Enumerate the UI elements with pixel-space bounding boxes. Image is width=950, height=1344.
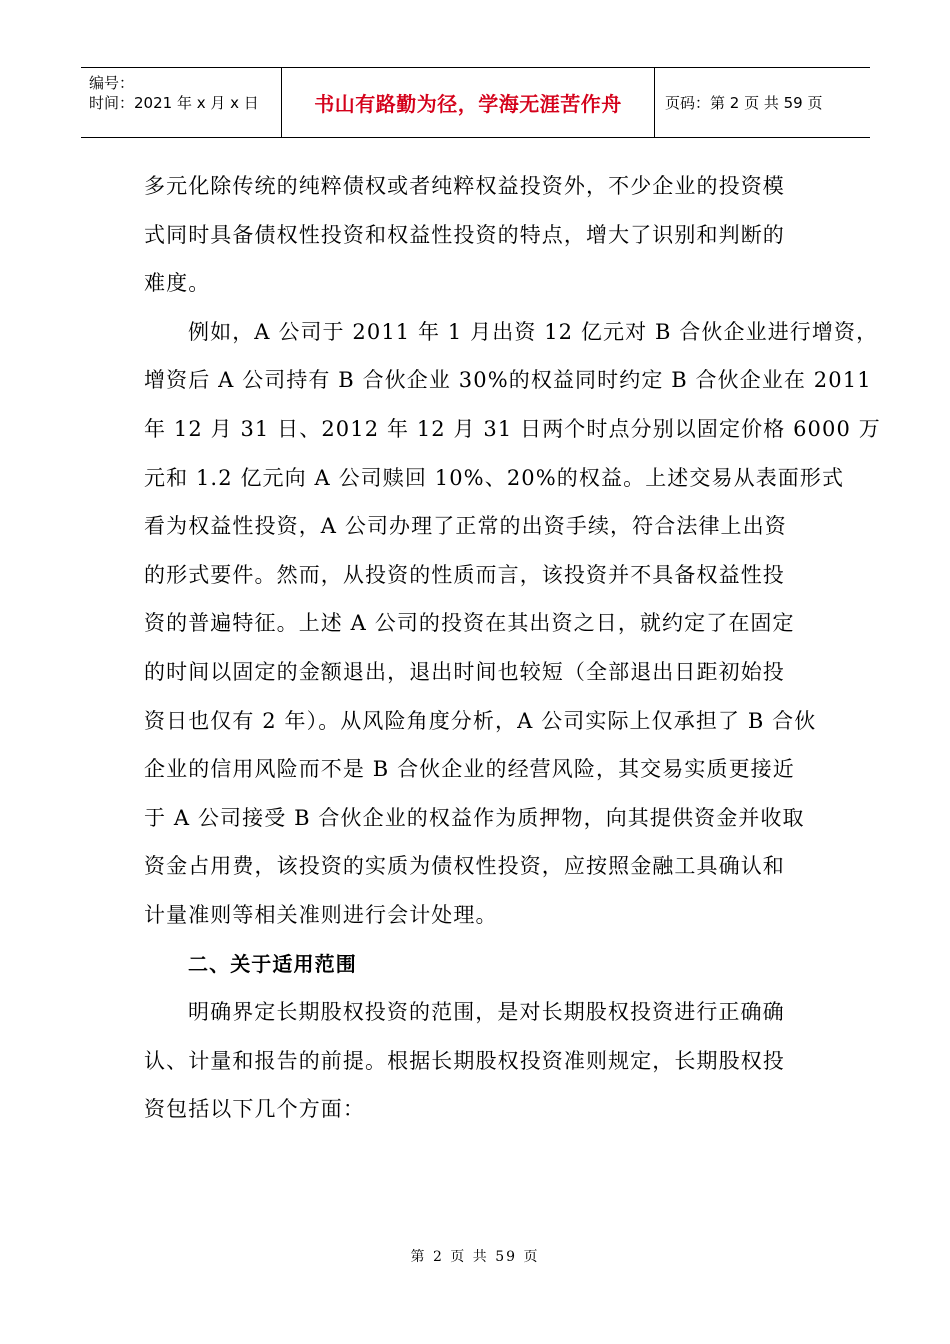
text-line: 多元化除传统的纯粹债权或者纯粹权益投资外，不少企业的投资模 bbox=[144, 174, 785, 198]
page-header bbox=[81, 67, 870, 138]
header-motto: 书山有路勤为径，学海无涯苦作舟 bbox=[314, 92, 622, 116]
document-time-label: 时间：2021 年 x 月 x 日 bbox=[89, 94, 259, 112]
text-line: 年 12 月 31 日、2012 年 12 月 31 日两个时点分别以固定价格 6000 万 bbox=[144, 416, 881, 441]
text-line: 元和 1.2 亿元向 A 公司赎回 10%、20%的权益。上述交易从表面形式 bbox=[144, 465, 845, 490]
text-line: 式同时具备债权性投资和权益性投资的特点，增大了识别和判断的 bbox=[144, 222, 785, 247]
text-line: 例如，A 公司于 2011 年 1 月出资 12 亿元对 B 合伙企业进行增资， bbox=[188, 319, 879, 344]
header-page-info: 页码：第 2 页 共 59 页 bbox=[665, 94, 823, 112]
page-footer: 第 2 页 共 59 页 bbox=[410, 1249, 540, 1265]
header-meta-cell bbox=[81, 68, 282, 137]
header-page-cell bbox=[655, 68, 870, 137]
text-line: 资的普遍特征。上述 A 公司的投资在其出资之日，就约定了在固定 bbox=[144, 611, 795, 636]
paragraph-3 bbox=[144, 988, 804, 1134]
section-heading-paragraph bbox=[144, 940, 804, 989]
text-line: 资金占用费，该投资的实质为债权性投资，应按照金融工具确认和 bbox=[144, 854, 785, 879]
text-line: 的形式要件。然而，从投资的性质而言，该投资并不具备权益性投 bbox=[144, 562, 785, 587]
text-line: 的时间以固定的金额退出，退出时间也较短（全部退出日距初始投 bbox=[144, 659, 785, 684]
paragraph-2 bbox=[144, 308, 881, 940]
text-line: 资日也仅有 2 年）。从风险角度分析，A 公司实际上仅承担了 B 合伙 bbox=[144, 708, 817, 733]
text-line: 资包括以下几个方面： bbox=[144, 1097, 365, 1122]
text-line: 看为权益性投资，A 公司办理了正常的出资手续，符合法律上出资 bbox=[144, 514, 787, 539]
header-motto-cell bbox=[282, 68, 655, 137]
document-body bbox=[144, 162, 881, 1134]
text-line: 计量准则等相关准则进行会计处理。 bbox=[144, 902, 498, 927]
paragraph-1 bbox=[144, 162, 804, 308]
text-line: 认、计量和报告的前提。根据长期股权投资准则规定，长期股权投 bbox=[144, 1048, 785, 1073]
text-line: 增资后 A 公司持有 B 合伙企业 30%的权益同时约定 B 合伙企业在 2011 bbox=[144, 368, 872, 393]
text-line: 于 A 公司接受 B 合伙企业的权益作为质押物，向其提供资金并收取 bbox=[144, 805, 805, 830]
document-number-label: 编号： bbox=[89, 74, 135, 92]
text-line: 明确界定长期股权投资的范围，是对长期股权投资进行正确确 bbox=[188, 1000, 785, 1025]
text-line: 企业的信用风险而不是 B 合伙企业的经营风险，其交易实质更接近 bbox=[144, 757, 795, 782]
text-line: 难度。 bbox=[144, 271, 211, 296]
section-heading: 二、关于适用范围 bbox=[188, 951, 357, 976]
